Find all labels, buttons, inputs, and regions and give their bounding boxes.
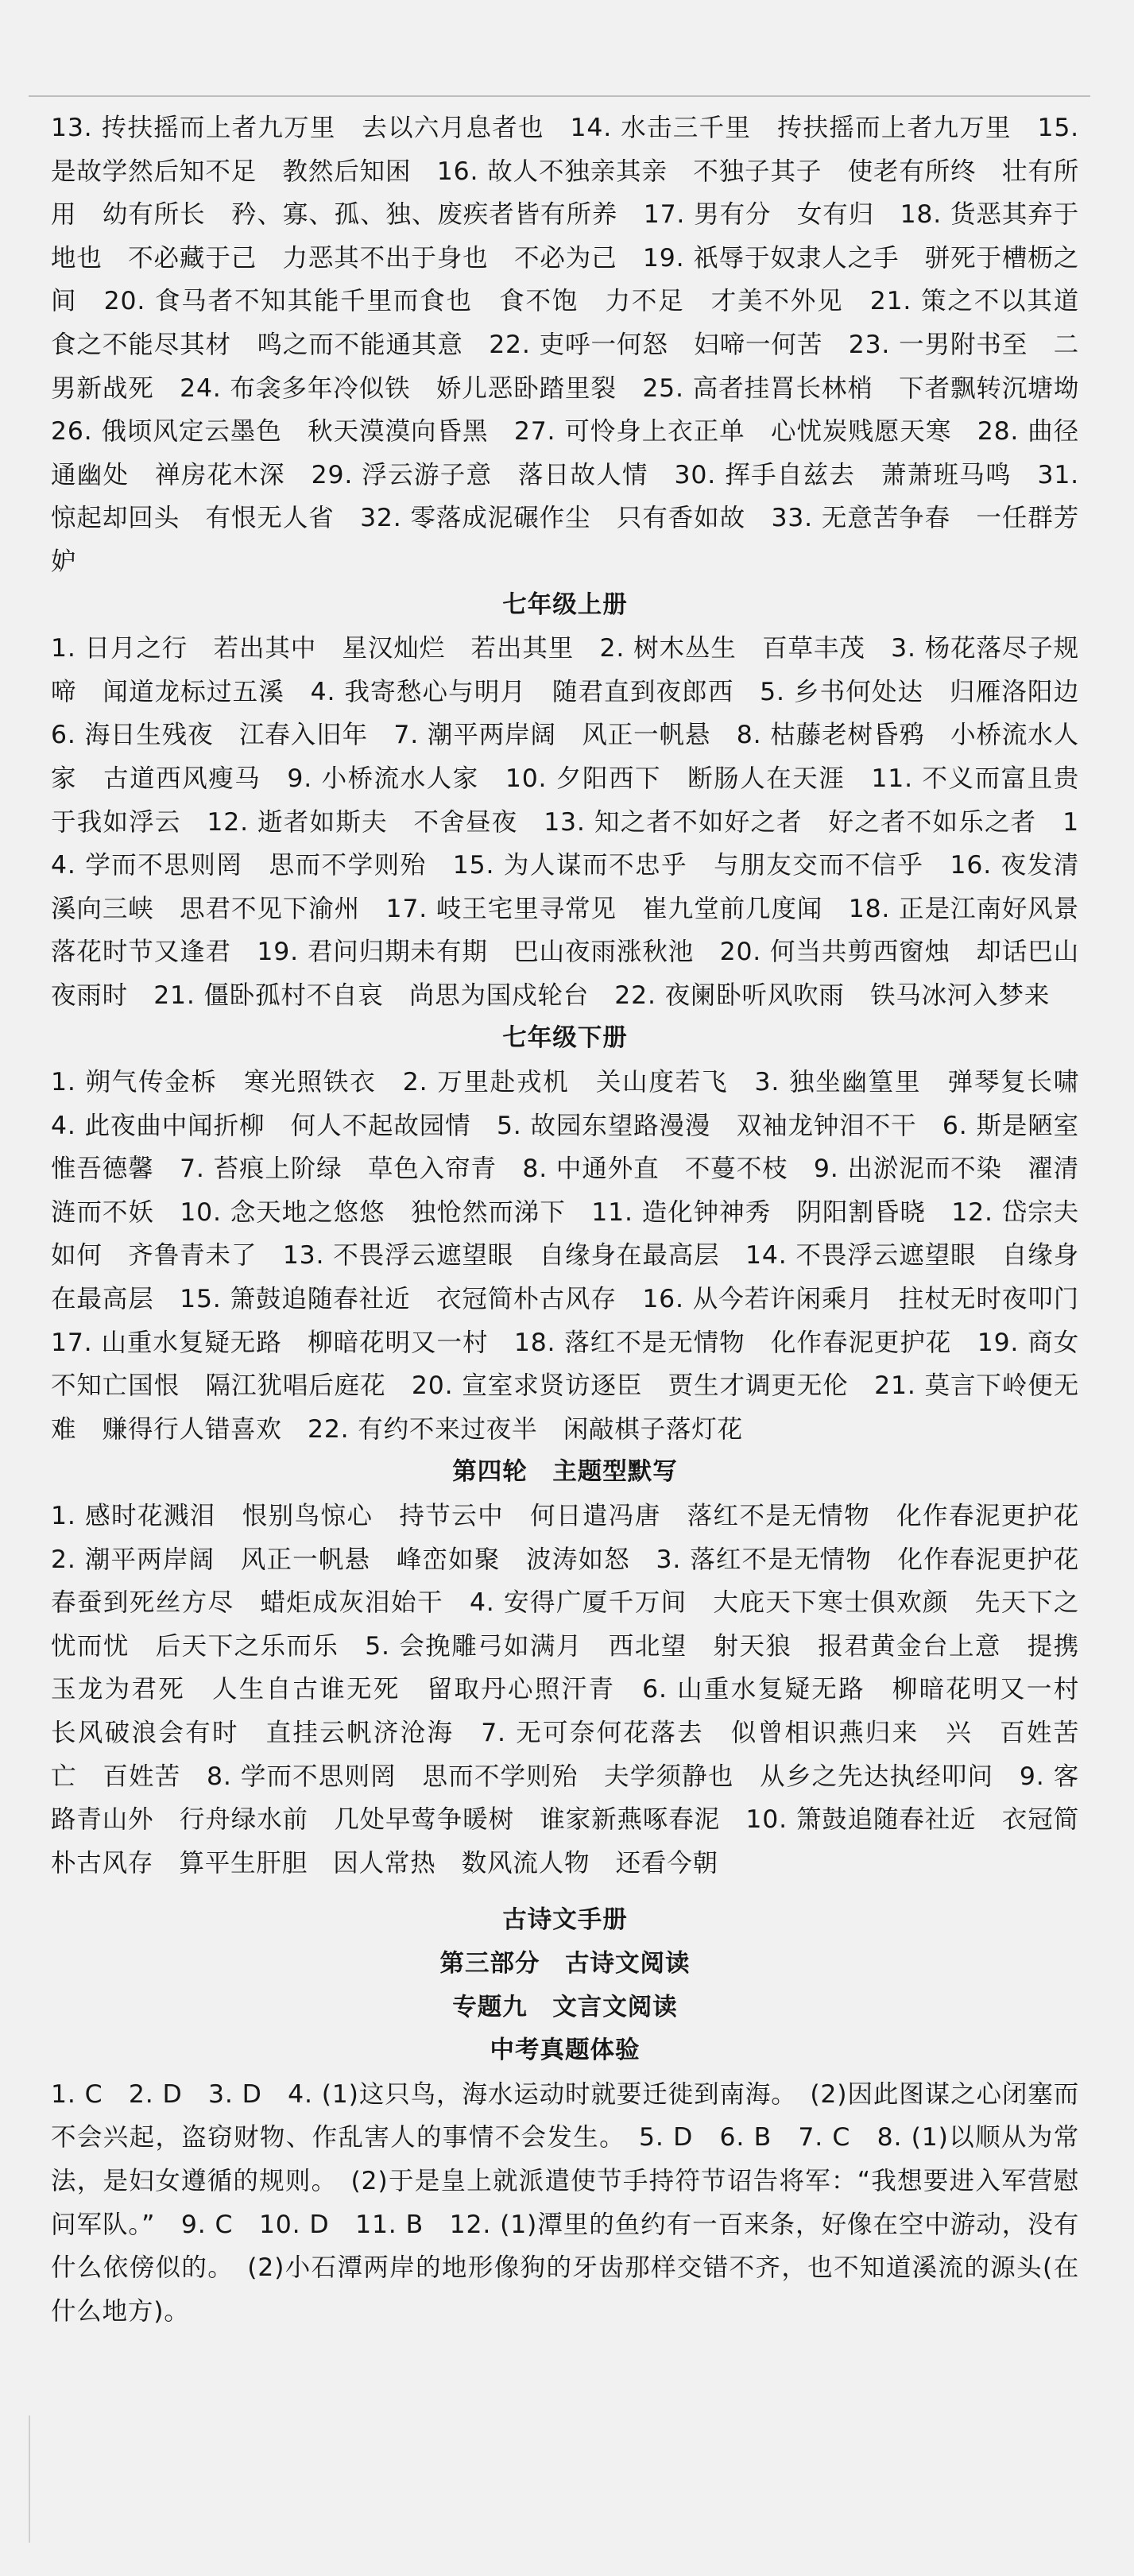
topic9-heading: 专题九 文言文阅读 xyxy=(452,1993,678,2021)
grade7-vol1-heading: 七年级上册 xyxy=(502,590,628,619)
answer-content xyxy=(51,106,1105,2333)
round4-answers: 1. 感时花溅泪 恨别鸟惊心 持节云中 何日遣冯唐 落红不是无情物 化作春泥更护花 2. 潮平两岸阔 风正一帆悬 峰峦如聚 波涛如怒 3. 落红不是无情物 化作春泥更护花 春蚕到死丝方尽 蜡炬成灰泪始干 4. 安得广厦千万间 大庇天下寒士俱欢颜 先天下之忧而忧 后天下之乐而乐 5. 会挽雕弓如满月 西北望 射天狼 报君黄金台上意 提携玉龙为君死 人生自古谁无死 留取丹心照汗青 6. 山重水复疑无路 柳暗花明又一村 长风破浪会有时 直挂云帆济沧海 7. 无可奈何花落去 似曾相识燕归来 兴 百姓苦 亡 百姓苦 8. 学而不思则罔 思而不学则殆 夫学须静也 从乡之先达执经叩问 9. 客路青山外 行舟绿水前 几处早莺争暖树 谁家新燕啄春泥 10. 箫鼓追随春社近 衣冠简朴古风存 算平生肝胆 因人常热 数风流人物 还看今朝 xyxy=(51,1502,1105,1878)
grade7-vol1-answers: 1. 日月之行 若出其中 星汉灿烂 若出其里 2. 树木丛生 百草丰茂 3. 杨花落尽子规啼 闻道龙标过五溪 4. 我寄愁心与明月 随君直到夜郎西 5. 乡书何处达 归雁洛阳边 6. 海日生残夜 江春入旧年 7. 潮平两岸阔 风正一帆悬 8. 枯藤老树昏鸦 小桥流水人家 古道西风瘦马 9. 小桥流水人家 10. 夕阳西下 断肠人在天涯 11. 不义而富且贵 于我如浮云 12. 逝者如斯夫 不舍昼夜 13. 知之者不如好之者 好之者不如乐之者 14. 学而不思则罔 思而不学则殆 15. 为人谋而不忠乎 与朋友交而不信乎 16. 夜发清溪向三峡 思君不见下渝州 17. 岐王宅里寻常见 崔九堂前几度闻 18. 正是江南好风景 落花时节又逢君 19. 君问归期未有期 巴山夜雨涨秋池 20. 何当共剪西窗烛 却话巴山夜雨时 21. 僵卧孤村不自哀 尚思为国戍轮台 22. 夜阑卧听风吹雨 铁马冰河入梦来 xyxy=(51,634,1105,1010)
top-divider xyxy=(29,95,1090,97)
exam-experience-heading: 中考真题体验 xyxy=(490,2036,641,2065)
grade7-vol2-heading: 七年级下册 xyxy=(502,1024,628,1053)
handbook-heading: 古诗文手册 xyxy=(502,1906,628,1935)
answers-recitation-continued: 13. 抟扶摇而上者九万里 去以六月息者也 14. 水击三千里 抟扶摇而上者九万里 15. 是故学然后知不足 教然后知困 16. 故人不独亲其亲 不独子其子 使老有所终 壮有所用 幼有所长 矜、寡、孤、独、废疾者皆有所养 17. 男有分 女有归 18. 货恶其弃于地也 不必藏于己 力恶其不出于身也 不必为己 19. 祇辱于奴隶人之手 骈死于槽枥之间 20. 食马者不知其能千里而食也 食不饱 力不足 才美不外见 21. 策之不以其道 食之不能尽其材 鸣之而不能通其意 22. 吏呼一何怒 妇啼一何苦 23. 一男附书至 二男新战死 24. 布衾多年冷似铁 娇儿恶卧踏里裂 25. 高者挂罥长林梢 下者飘转沉塘坳 26. 俄顷风定云墨色 秋天漠漠向昏黑 27. 可怜身上衣正单 心忧炭贱愿天寒 28. 曲径通幽处 禅房花木深 29. 浮云游子意 落日故人情 30. 挥手自兹去 萧萧班马鸣 31. 惊起却回头 有恨无人省 32. 零落成泥碾作尘 只有香如故 33. 无意苦争春 一任群芳妒 xyxy=(51,114,1105,576)
classical-reading-answers: 1. C 2. D 3. D 4. (1)这只鸟，海水运动时就要迁徙到南海。 (2)因此图谋之心闭塞而不会兴起，盗窃财物、作乱害人的事情不会发生。 5. D 6. B 7. C 8. (1)以顺从为常法，是妇女遵循的规则。 (2)于是皇上就派遣使节手持符节诏告将军：“我想要进入军营慰问军队。” 9. C 10. D 11. B 12. (1)潭里的鱼约有一百来条，好像在空中游动，没有什么依傍似的。 (2)小石潭两岸的地形像狗的牙齿那样交错不齐，也不知道溪流的源头(在什么地方)。 xyxy=(51,2079,1079,2326)
part3-heading: 第三部分 古诗文阅读 xyxy=(439,1949,691,1978)
grade7-vol2-answers: 1. 朔气传金柝 寒光照铁衣 2. 万里赴戎机 关山度若飞 3. 独坐幽篁里 弹琴复长啸 4. 此夜曲中闻折柳 何人不起故园情 5. 故园东望路漫漫 双袖龙钟泪不干 6. 斯是陋室 惟吾德馨 7. 苔痕上阶绿 草色入帘青 8. 中通外直 不蔓不枝 9. 出淤泥而不染 濯清涟而不妖 10. 念天地之悠悠 独怆然而涕下 11. 造化钟神秀 阴阳割昏晓 12. 岱宗夫如何 齐鲁青未了 13. 不畏浮云遮望眼 自缘身在最高层 14. 不畏浮云遮望眼 自缘身在最高层 15. 箫鼓追随春社近 衣冠简朴古风存 16. 从今若许闲乘月 拄杖无时夜叩门 17. 山重水复疑无路 柳暗花明又一村 18. 落红不是无情物 化作春泥更护花 19. 商女不知亡国恨 隔江犹唱后庭花 20. 宣室求贤访逐臣 贾生才调更无伦 21. 莫言下岭便无难 赚得行人错喜欢 22. 有约不来过夜半 闲敲棋子落灯花 xyxy=(51,1068,1105,1444)
bottom-margin-line xyxy=(29,2415,30,2543)
round4-heading: 第四轮 主题型默写 xyxy=(452,1458,678,1487)
